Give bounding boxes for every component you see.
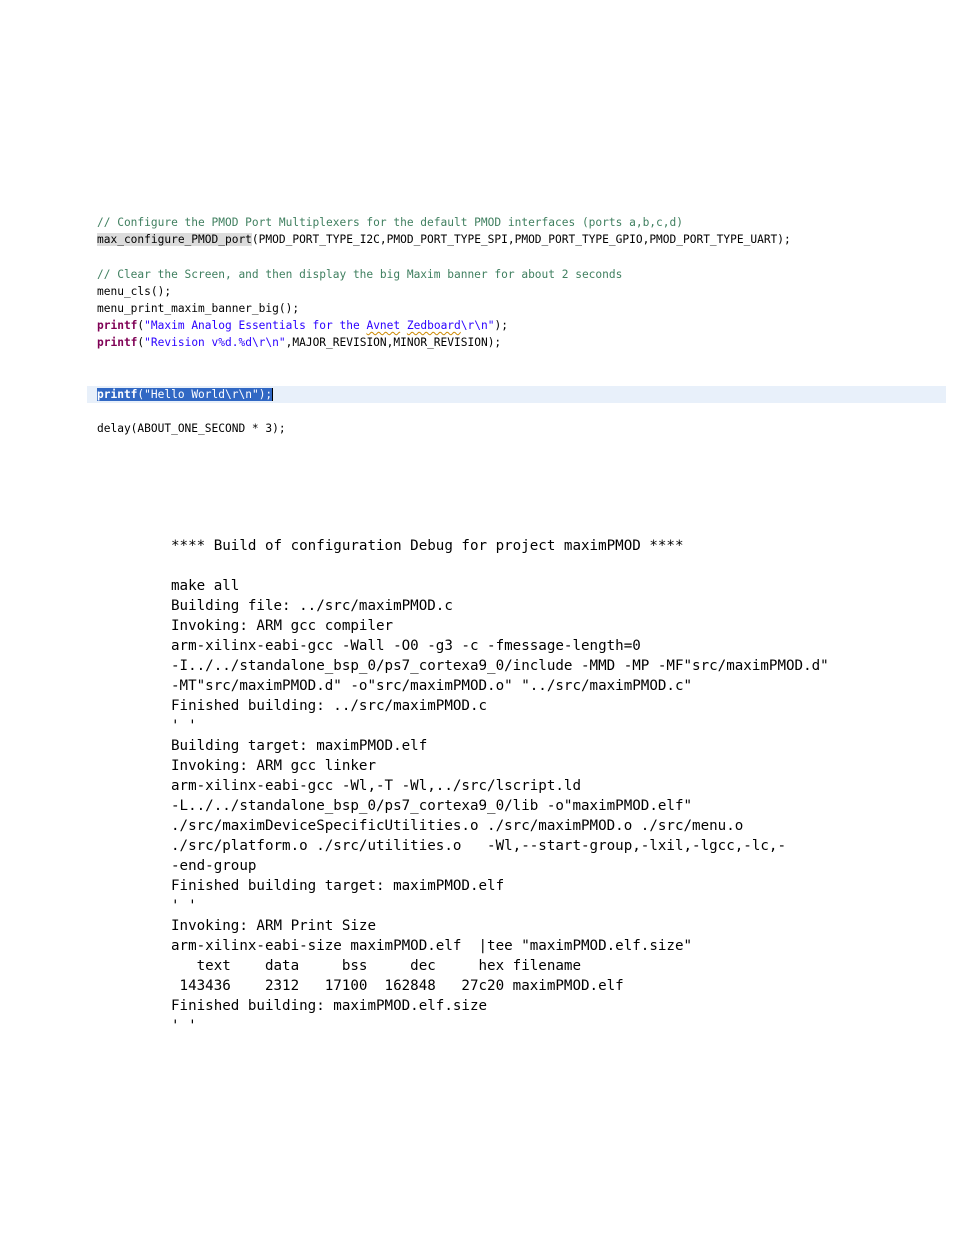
console-line: -MT"src/maximPMOD.d" -o"src/maximPMOD.o" "../src/maximPMOD.c" bbox=[171, 678, 693, 694]
console-line: ./src/maximDeviceSpecificUtilities.o ./src/maximPMOD.o ./src/menu.o bbox=[171, 818, 744, 834]
console-line: arm-xilinx-eabi-size maximPMOD.elf |tee "maximPMOD.elf.size" bbox=[171, 938, 693, 954]
console-line: Finished building: ../src/maximPMOD.c bbox=[171, 698, 488, 714]
code-comment-configure: // Configure the PMOD Port Multiplexers for the default PMOD interfaces (ports a,b,c,d) bbox=[97, 216, 683, 229]
console-line: -end-group bbox=[171, 858, 257, 874]
console-line: ' ' bbox=[171, 1018, 197, 1034]
console-line: ' ' bbox=[171, 718, 197, 734]
function-args: (PMOD_PORT_TYPE_I2C,PMOD_PORT_TYPE_SPI,PMOD_PORT_TYPE_GPIO,PMOD_PORT_TYPE_UART); bbox=[251, 233, 791, 247]
statement-end: ); bbox=[258, 387, 273, 401]
spellcheck-word-zedboard[interactable]: Zedboard bbox=[406, 319, 461, 333]
console-line: arm-xilinx-eabi-gcc -Wl,-T -Wl,../src/lscript.ld bbox=[171, 778, 581, 794]
code-comment-clear-screen: // Clear the Screen, and then display the big Maxim banner for about 2 seconds bbox=[97, 267, 623, 281]
console-line: -I../../standalone_bsp_0/ps7_cortexa9_0/include -MMD -MP -MF"src/maximPMOD.d" bbox=[171, 658, 829, 674]
console-line: Invoking: ARM Print Size bbox=[171, 918, 376, 934]
revision-args: ,MAJOR_REVISION,MINOR_REVISION); bbox=[285, 336, 502, 350]
console-line: Invoking: ARM gcc compiler bbox=[171, 618, 394, 634]
code-line-printf-revision bbox=[97, 334, 937, 351]
blank-line bbox=[97, 403, 937, 420]
console-line: ./src/platform.o ./src/utilities.o -Wl,--start-group,-lxil,-lgcc,-lc,- bbox=[171, 838, 786, 854]
console-line: **** Build of configuration Debug for project maximPMOD **** bbox=[171, 538, 684, 554]
code-line-menu-cls: menu_cls(); bbox=[97, 284, 172, 298]
console-line: Invoking: ARM gcc linker bbox=[171, 758, 376, 774]
console-line: 143436 2312 17100 162848 27c20 maximPMOD.elf bbox=[171, 978, 624, 994]
console-line: -L../../standalone_bsp_0/ps7_cortexa9_0/lib -o"maximPMOD.elf" bbox=[171, 798, 693, 814]
text-caret bbox=[272, 388, 273, 401]
statement-end: ); bbox=[494, 319, 508, 333]
console-line: Finished building: maximPMOD.elf.size bbox=[171, 998, 488, 1014]
blank-lines bbox=[97, 352, 937, 386]
code-line-configure-pmod bbox=[97, 231, 937, 248]
code-line-printf-maxim bbox=[97, 317, 937, 334]
string-literal-hello: "Hello World\r\n" bbox=[144, 387, 259, 401]
code-line-print-banner: menu_print_maxim_banner_big(); bbox=[97, 301, 300, 315]
string-literal-revision: "Revision v%d.%d\r\n" bbox=[144, 336, 286, 350]
console-line: text data bss dec hex filename bbox=[171, 958, 581, 974]
console-line bbox=[171, 556, 931, 576]
paren-open: ( bbox=[137, 319, 145, 333]
code-editor[interactable] bbox=[97, 214, 937, 437]
keyword-printf: printf bbox=[97, 336, 138, 350]
paren-open: ( bbox=[137, 387, 145, 401]
spellcheck-word-avnet[interactable]: Avnet bbox=[366, 319, 401, 333]
text-selection[interactable] bbox=[97, 388, 272, 401]
build-console-output[interactable] bbox=[171, 536, 931, 1036]
console-line: Finished building target: maximPMOD.elf bbox=[171, 878, 505, 894]
highlighted-function-name[interactable]: max_configure_PMOD_port bbox=[97, 233, 252, 247]
paren-open: ( bbox=[137, 336, 145, 350]
console-line: make all bbox=[171, 578, 240, 594]
string-literal-part: "Maxim Analog Essentials for the bbox=[144, 319, 367, 333]
blank-line bbox=[97, 248, 937, 265]
console-line: ' ' bbox=[171, 898, 197, 914]
keyword-printf: printf bbox=[97, 319, 138, 333]
string-literal-end: \r\n" bbox=[460, 319, 495, 333]
keyword-printf: printf bbox=[97, 387, 138, 401]
console-line: arm-xilinx-eabi-gcc -Wall -O0 -g3 -c -fmessage-length=0 bbox=[171, 638, 641, 654]
string-space bbox=[400, 319, 407, 332]
console-line: Building file: ../src/maximPMOD.c bbox=[171, 598, 453, 614]
console-line: Building target: maximPMOD.elf bbox=[171, 738, 428, 754]
code-line-delay: delay(ABOUT_ONE_SECOND * 3); bbox=[97, 422, 286, 436]
code-line-hello-world-selected[interactable] bbox=[97, 386, 937, 403]
